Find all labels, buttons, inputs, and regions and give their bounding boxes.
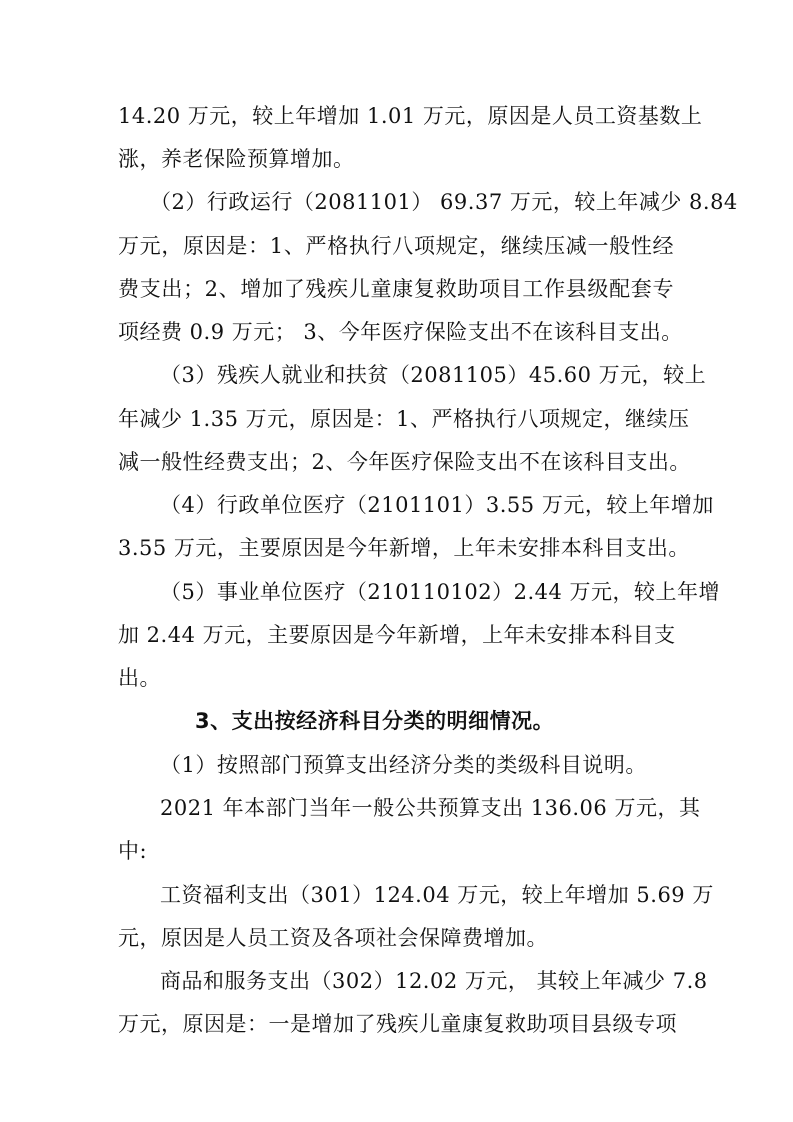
text-line: 中: xyxy=(118,839,148,863)
text-line: （5）事业单位医疗（210110102）2.44 万元，较上年增 xyxy=(160,580,721,604)
text-line: 减一般性经费支出；2、今年医疗保险支出不在该科目支出。 xyxy=(118,450,691,474)
text-line: 14.20 万元，较上年增加 1.01 万元，原因是人员工资基数上 xyxy=(118,104,703,128)
text-line: 3.55 万元，主要原因是今年新增，上年未安排本科目支出。 xyxy=(118,536,690,560)
text-line: （2）行政运行（2081101） 69.37 万元，较上年减少 8.84 xyxy=(150,190,738,214)
text-line: 年减少 1.35 万元，原因是：1、严格执行八项规定，继续压 xyxy=(118,407,690,431)
text-line: 万元，原因是：一是增加了残疾儿童康复救助项目县级专项 xyxy=(118,1012,677,1036)
text-line: （3）残疾人就业和扶贫（2081105）45.60 万元，较上 xyxy=(160,363,707,387)
section-heading: 3、支出按经济科目分类的明细情况。 xyxy=(195,709,555,733)
text-line: 出。 xyxy=(118,666,161,690)
text-line: 元，原因是人员工资及各项社会保障费增加。 xyxy=(118,926,548,950)
text-line: 项经费 0.9 万元； 3、今年医疗保险支出不在该科目支出。 xyxy=(118,320,683,344)
text-line: 商品和服务支出（302）12.02 万元， 其较上年减少 7.8 xyxy=(160,969,708,993)
text-line: 涨，养老保险预算增加。 xyxy=(118,147,355,171)
text-line: （1）按照部门预算支出经济分类的类级科目说明。 xyxy=(160,753,647,777)
text-line: 加 2.44 万元，主要原因是今年新增，上年未安排本科目支 xyxy=(118,623,676,647)
text-line: 万元，原因是：1、严格执行八项规定，继续压减一般性经 xyxy=(118,234,674,258)
text-line: 费支出；2、增加了残疾儿童康复救助项目工作县级配套专 xyxy=(118,277,674,301)
text-line: （4）行政单位医疗（2101101）3.55 万元，较上年增加 xyxy=(160,493,714,517)
text-line: 工资福利支出（301）124.04 万元，较上年增加 5.69 万 xyxy=(160,883,714,907)
text-line: 2021 年本部门当年一般公共预算支出 136.06 万元，其 xyxy=(160,796,701,820)
